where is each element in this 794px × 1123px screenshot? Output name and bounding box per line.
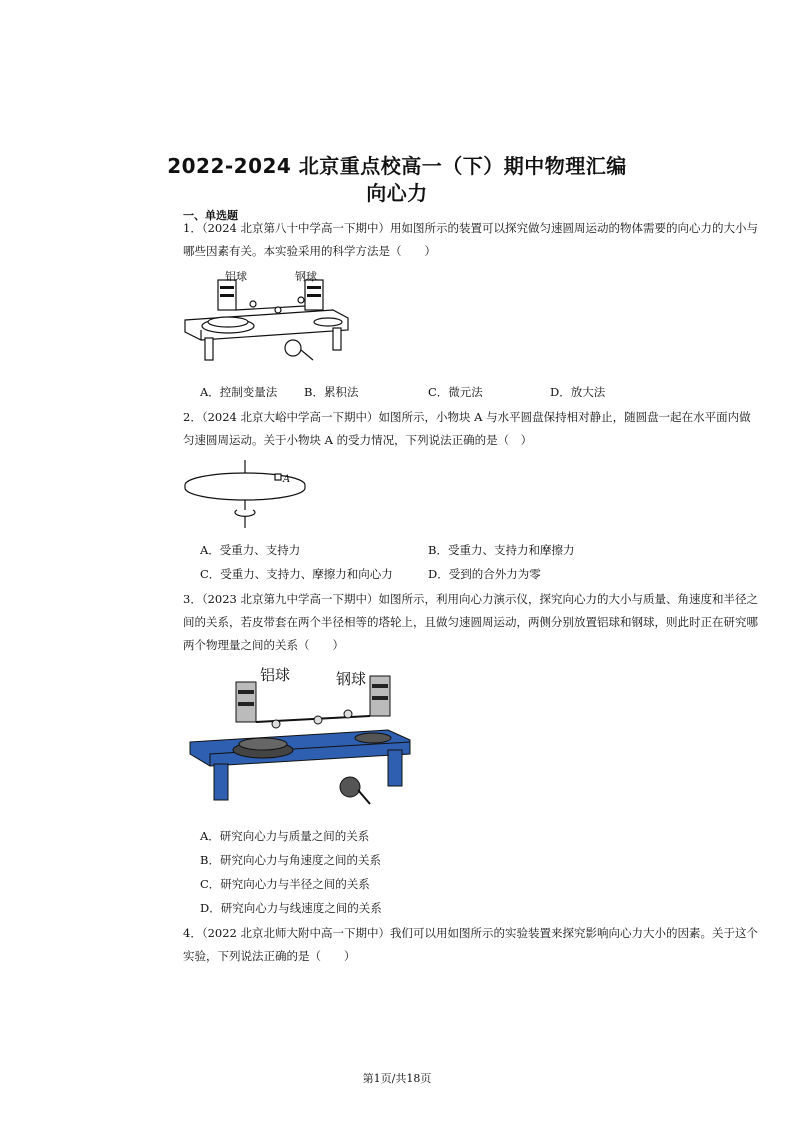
q2-option-c: C．受重力、支持力、摩擦力和向心力: [200, 567, 393, 581]
question-2-text: 2．（2024 北京大峪中学高一下期中）如图所示，小物块 A 与水平圆盘保持相对静止，随圆盘一起在水平面内做匀速圆周运动。关于小物块 A 的受力情况，下列说法正确的是（ ）: [183, 410, 751, 447]
q2-option-b: B．受重力、支持力和摩擦力: [428, 543, 575, 557]
document-title: 2022-2024 北京重点校高一（下）期中物理汇编: [167, 154, 627, 178]
q3-option-c: C．研究向心力与半径之间的关系: [200, 877, 370, 891]
section-heading: 一、单选题: [183, 209, 238, 222]
q1-option-c: C．微元法: [428, 385, 483, 399]
figure-q2-disk: [183, 458, 313, 530]
q3-option-b: B．研究向心力与角速度之间的关系: [200, 853, 381, 867]
document-subtitle: 向心力: [366, 181, 428, 205]
q3-option-a: A．研究向心力与质量之间的关系: [200, 829, 370, 843]
label-block-a: A: [283, 474, 291, 485]
figure-q1-apparatus: [183, 268, 353, 368]
page-footer: 第1页/共18页: [362, 1072, 432, 1085]
q1-option-b: B．累积法: [304, 385, 359, 399]
q2-option-d: D．受到的合外力为零: [428, 567, 541, 581]
question-4-text: 4．（2022 北京北师大附中高一下期中）我们可以用如图所示的实验装置来探究影响向心力大小的因素。关于这个实验，下列说法正确的是（ ）: [183, 926, 758, 963]
q1-option-d: D．放大法: [550, 385, 606, 399]
q3-option-d: D．研究向心力与线速度之间的关系: [200, 901, 382, 915]
q2-option-a: A．受重力、支持力: [200, 543, 301, 557]
label-aluminum-ball: 铝球: [260, 666, 291, 684]
q1-option-a: A．控制变量法: [200, 385, 278, 399]
figure-q3-apparatus-color: [188, 662, 418, 814]
label-steel-ball: 钢球: [336, 670, 367, 688]
label-steel-ball: 钢球: [295, 270, 317, 283]
question-3-text: 3．（2023 北京第九中学高一下期中）如图所示，利用向心力演示仪，探究向心力的大小与质量、角速度和半径之间的关系，若皮带套在两个半径相等的塔轮上，且做匀速圆周运动，两侧分别放置铝球和钢球，则此时正在研究哪两个物理量之间的关系（ ）: [183, 592, 758, 652]
label-aluminum-ball: 铝球: [225, 270, 247, 283]
question-1-text: 1．（2024 北京第八十中学高一下期中）用如图所示的装置可以探究做匀速圆周运动的物体需要的向心力的大小与哪些因素有关。本实验采用的科学方法是（ ）: [183, 221, 758, 258]
